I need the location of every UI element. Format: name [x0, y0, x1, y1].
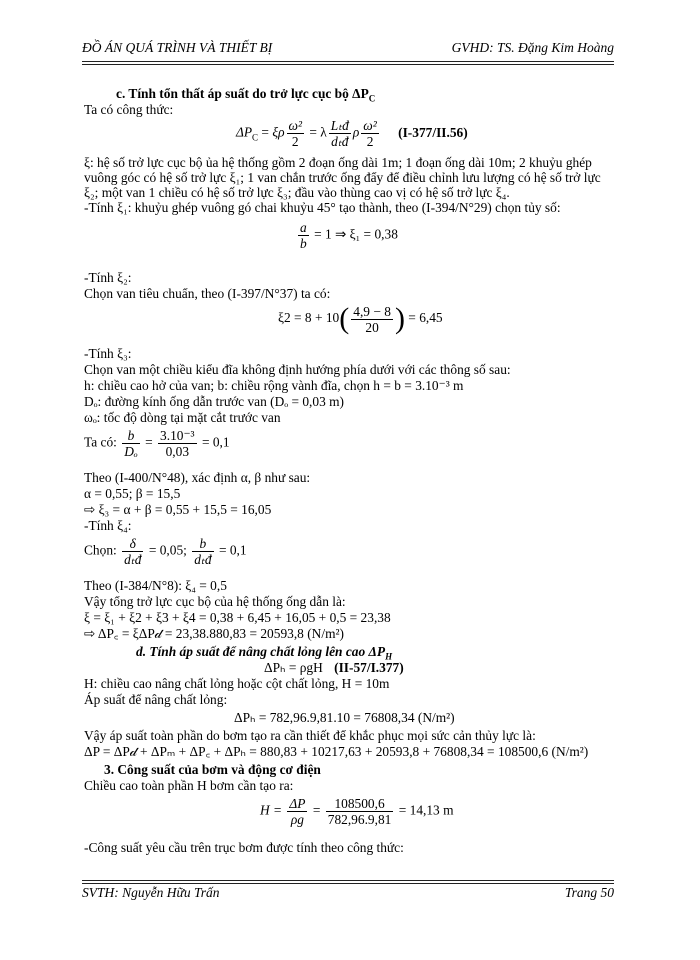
equation-dph-value: ΔPₕ = 782,96.9,81.10 = 76808,34 (N/m²): [234, 710, 455, 725]
footer-left: SVTH: Nguyễn Hữu Trấn: [82, 885, 220, 900]
sum-line: ξ = ξ₁ + ξ2 + ξ3 + ξ4 = 0,38 + 6,45 + 16,05 + 0,5 = 23,38: [84, 610, 391, 625]
last-line: -Công suất yêu cầu trên trục bơm được tính theo công thức:: [84, 840, 404, 855]
equation-h: H = $\frac{\Delta P}{\rho g}$ = $\frac{108500,6}{782,96.9,81}$ = 14,13 m: [260, 796, 454, 827]
header-right: GVHD: TS. Đặng Kim Hoàng: [451, 40, 614, 55]
xi3b-line: Theo (I-400/N°48), xác định α, β như sau:: [84, 470, 311, 485]
sum-line: ⇨ ΔP꜀ = ξΔP𝒹 = 23,38.880,83 = 20593,8 (N/m²): [84, 626, 344, 641]
section-d-title: d. Tính áp suất để nâng chất lỏng lên cao $\Delta P_H$: [136, 644, 393, 662]
xi2-text: Chọn van tiêu chuẩn, theo (I-397/N°37) ta có:: [84, 286, 331, 301]
sum-line: Vậy tổng trở lực cục bộ của hệ thống ống dẫn là:: [84, 594, 346, 609]
total-line: Vậy áp suất toàn phần do bơm tạo ra cần thiết để khắc phục mọi sức cản thủy lực là:: [84, 728, 536, 743]
sum-line: Theo (I-384/N°8): ξ₄ = 0,5: [84, 578, 227, 593]
para-line: ξ: hệ số trở lực cục bộ ủa hệ thống gồm 2 đoạn ống dài 1m; 1 đoạn ống dài 10m; 2 khuỷu ghép: [84, 155, 592, 170]
section-3-title: 3. Công suất của bơm và động cơ điện: [104, 762, 321, 777]
xi2-label: -Tính ξ₂:: [84, 270, 132, 285]
sec-d-line: Áp suất để nâng chất lỏng:: [84, 692, 228, 707]
equation-xi4: Chọn: $\frac{\delta}{\text{dₜđ}}$ = 0,05; $\frac{b}{\text{dₜđ}}$ = 0,1: [84, 536, 247, 567]
xi3-line: h: chiều cao hở của van; b: chiều rộng vành đĩa, chọn h = b = 3.10⁻³ m: [84, 378, 464, 393]
header-left: ĐỒ ÁN QUÁ TRÌNH VÀ THIẾT BỊ: [82, 40, 273, 55]
xi3-line: Dₒ: đường kính ống dẫn trước van (Dₒ = 0,03 m): [84, 394, 345, 409]
header-rule: [82, 61, 614, 65]
xi3-line: ωₒ: tốc độ dòng tại mặt cắt trước van: [84, 410, 281, 425]
sec-d-line: H: chiều cao nâng chất lỏng hoặc cột chất lỏng, H = 10m: [84, 676, 390, 691]
para-line: ξ₂; một van 1 chiều có hệ số trở lực ξ₃; đầu vào thùng cao vị có hệ số trở lực ξ₄.: [84, 185, 510, 200]
xi3b-line: α = 0,55; β = 15,5: [84, 486, 181, 501]
footer-rule: [82, 880, 614, 884]
xi3-line: -Tính ξ₃:: [84, 346, 132, 361]
equation-dph: ΔPₕ = ρgH (II-57/I.377): [264, 660, 404, 675]
xi3b-line: ⇨ ξ₃ = α + β = 0,55 + 15,5 = 16,05: [84, 502, 272, 517]
equation-ab: $\frac{a}{b}$ = 1 ⇒ ξ₁ = 0,38: [300, 220, 398, 251]
xi3b-line: -Tính ξ₄:: [84, 518, 132, 533]
page-number: Trang 50: [564, 885, 614, 900]
equation-bd: Ta có: $\frac{b}{\text{Dₒ}}$ = $\frac{\text{3.10⁻³}}{0,03}$ = 0,1: [84, 428, 230, 459]
equation-xi2: ξ2 = 8 + 10( $\frac{4,9 - 8}{20}$ ) = 6,45: [278, 302, 443, 335]
para-line: -Tính ξ₁: khuỷu ghép vuông gó chai khuỷu 45° tạo thành, theo (I-394/N°29) chọn tủy số:: [84, 200, 561, 215]
intro-line: Ta có công thức:: [84, 102, 174, 117]
para-line: vuông góc có hệ số trở lực ξ₁; 1 van chắn trước ống đẩy để điều chỉnh lưu lượng có hệ số trở lực: [84, 170, 601, 185]
total-line: ΔP = ΔP𝒹 + ΔPₘ + ΔP꜀ + ΔPₕ = 880,83 + 10217,63 + 20593,8 + 76808,34 = 108500,6 (N/m²): [84, 744, 589, 759]
xi3-line: Chọn van một chiều kiểu đĩa không định hướng phía dưới với các thông số sau:: [84, 362, 511, 377]
section-c-title: c. Tính tổn thất áp suất do trở lực cục bộ $\Delta P_C$: [116, 86, 376, 104]
section-3-line: Chiều cao toàn phần H bơm cần tạo ra:: [84, 778, 294, 793]
equation-dpc: $\Delta P_C = \xi\rho$ $\frac{\text{ω²}}{2}$ = λ $\frac{\text{Lₜđ}}{\text{dₜđ}}$ ρ $\frac{\text{ω²}}{2}$ (I-377/II.56): [236, 118, 468, 149]
